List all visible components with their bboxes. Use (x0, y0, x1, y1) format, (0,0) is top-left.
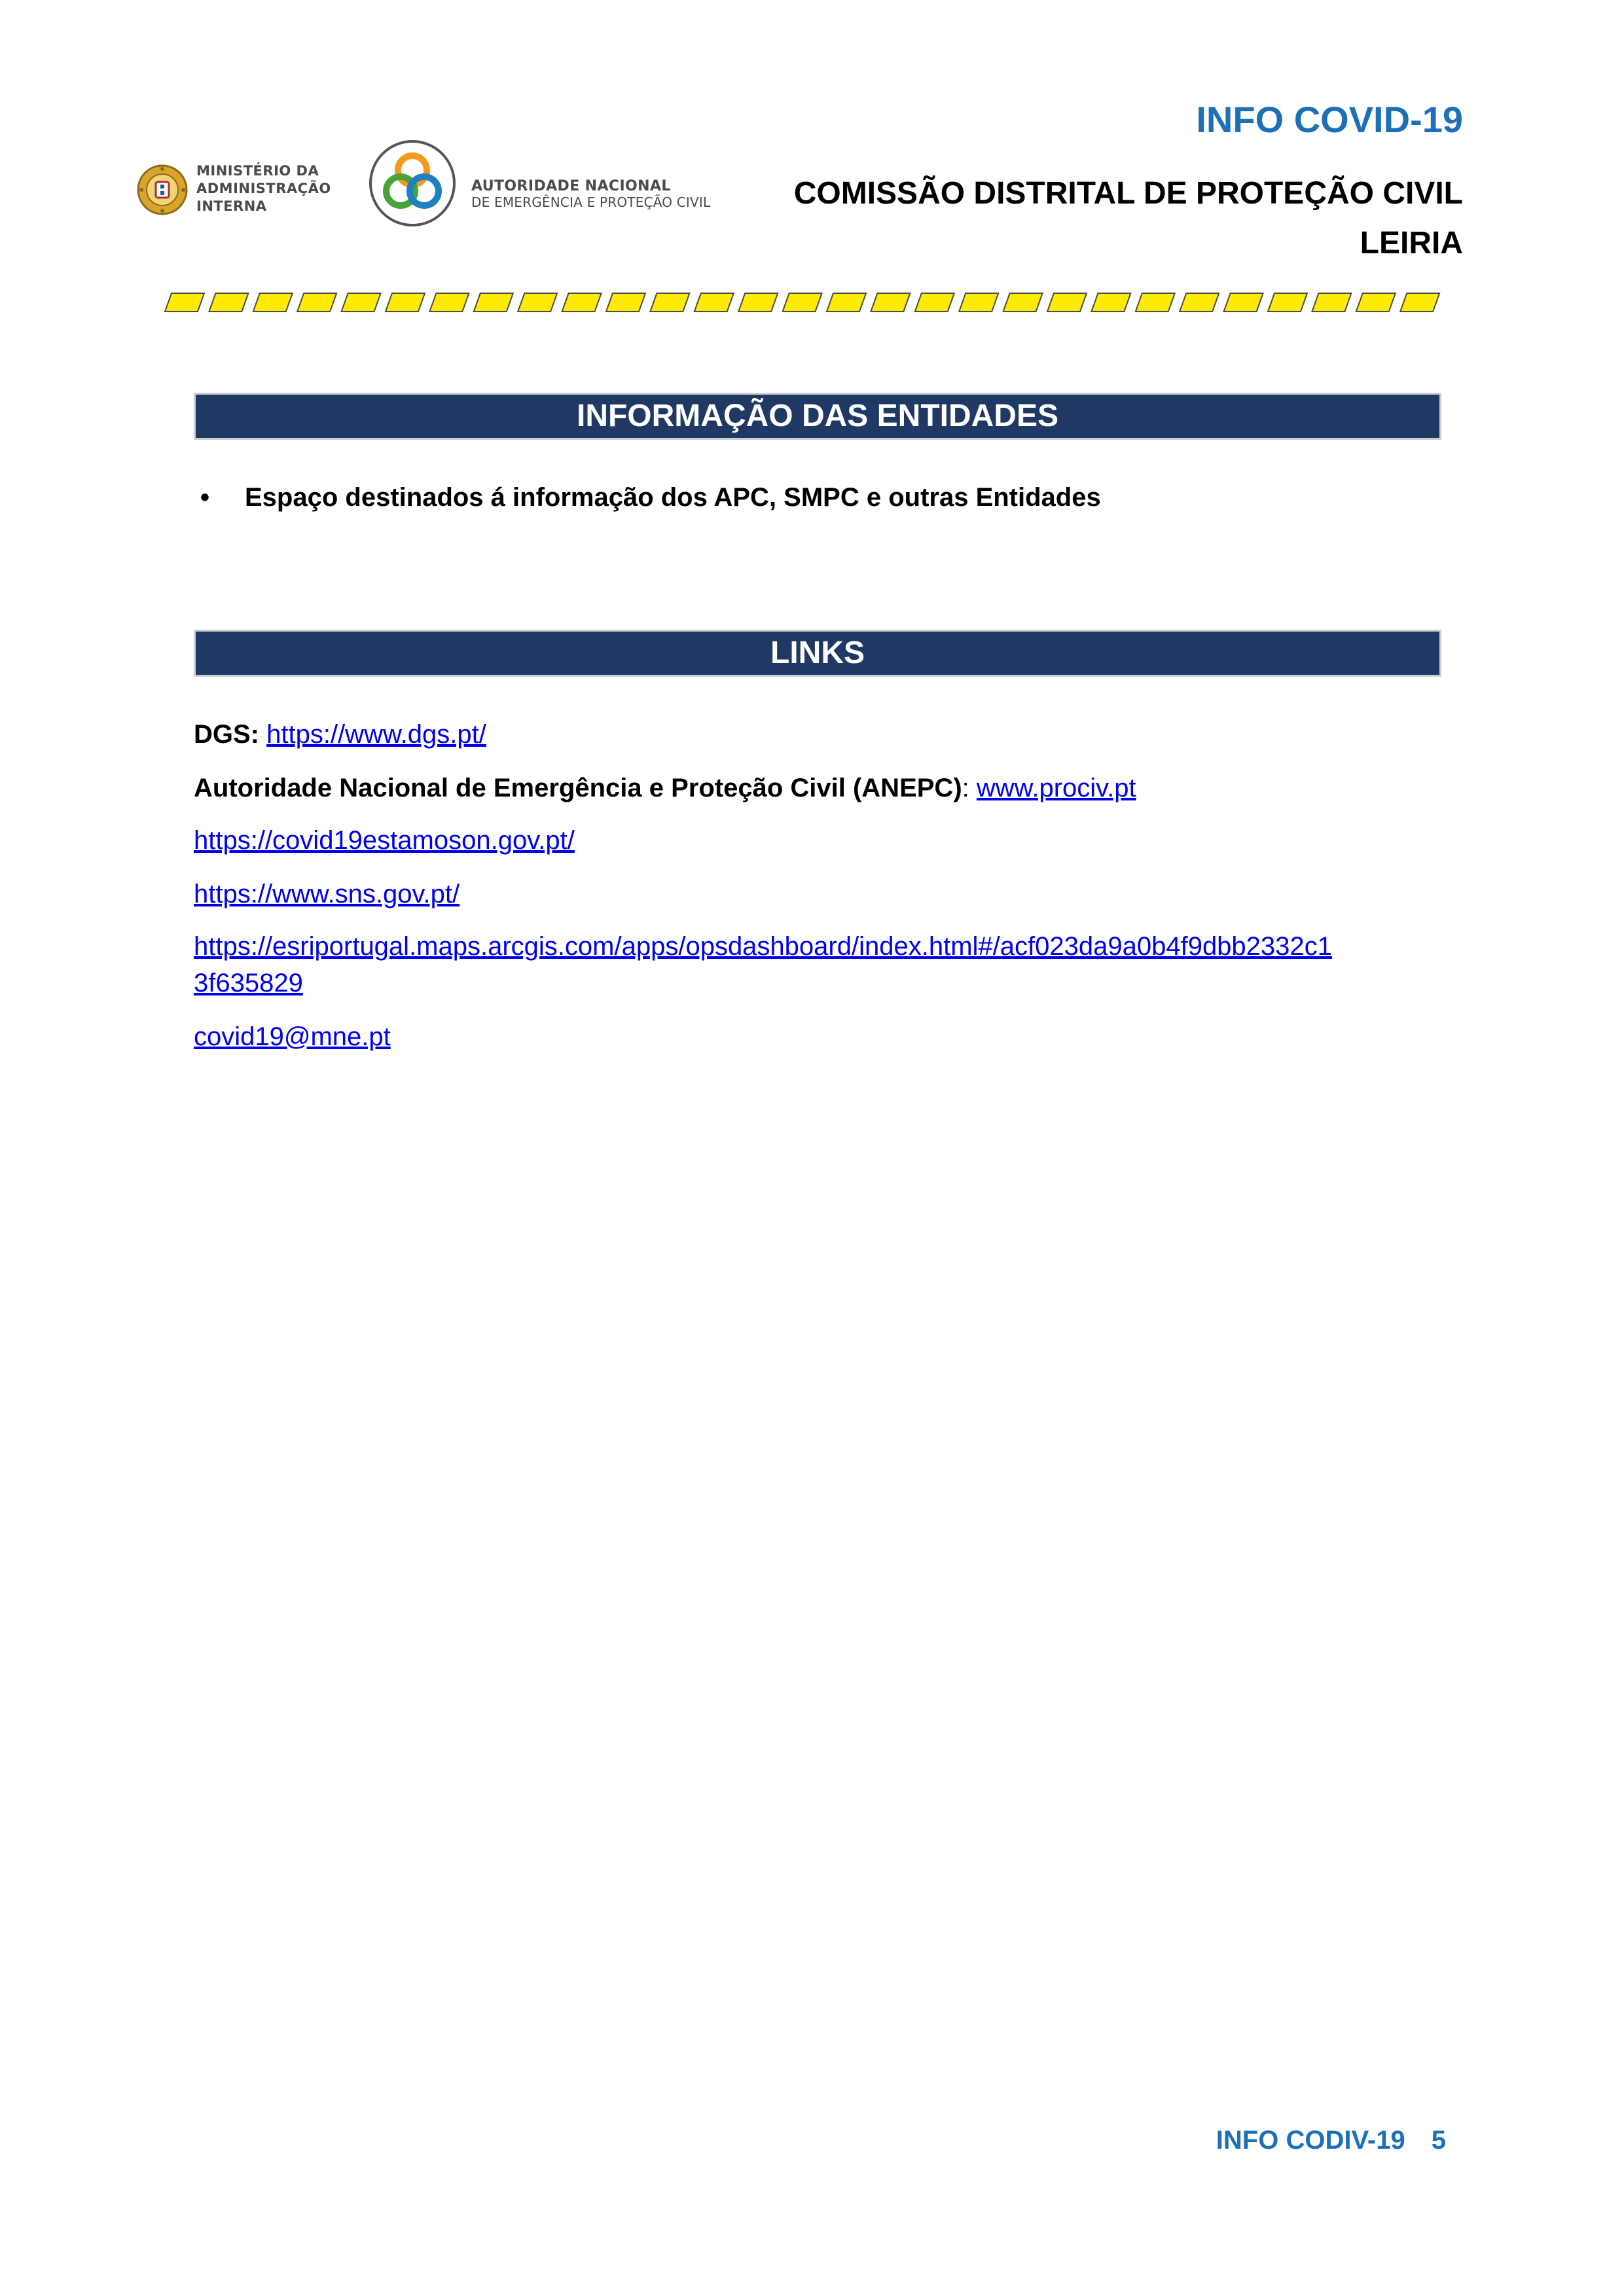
stripe-segment (1136, 293, 1175, 312)
stripe-segment (738, 293, 778, 312)
stripe-segment (606, 293, 645, 312)
logo-ministerio-administracao-interna (136, 161, 333, 217)
stripe-segment (297, 293, 336, 312)
logo-mai-line: MINISTÉRIO DA (196, 163, 319, 179)
stripe-segment (386, 293, 425, 312)
stripe-segment (1356, 293, 1396, 312)
anepc-link[interactable]: www.prociv.pt (976, 774, 1136, 802)
stripe-segment (562, 293, 602, 312)
link-row-email (194, 1018, 391, 1055)
stripe-segment (1047, 293, 1087, 312)
coat-of-arms-icon (136, 164, 189, 216)
stripe-segment (165, 293, 204, 312)
stripe-segment (1091, 293, 1130, 312)
stripe-segment (342, 293, 381, 312)
document-subtitle: COMISSÃO DISTRITAL DE PROTEÇÃO CIVIL (793, 176, 1463, 211)
district-name: LEIRIA (1360, 226, 1463, 260)
stripe-segment (1224, 293, 1263, 312)
logo-mai-line: ADMINISTRAÇÃO (196, 181, 331, 196)
link-row-dgs (194, 716, 486, 753)
link-row-esri (194, 928, 1332, 965)
link-row-sns (194, 876, 460, 912)
link-row-anepc (194, 770, 1136, 806)
dgs-label: DGS: (194, 720, 259, 749)
link-row-covid (194, 822, 575, 859)
stripe-segment (253, 293, 293, 312)
logo-anepc-line1: AUTORIDADE NACIONAL (471, 178, 671, 194)
document-title: INFO COVID-19 (1196, 99, 1463, 140)
page-footer (1216, 2126, 1446, 2155)
covid-estamoson-link[interactable]: https://covid19estamoson.gov.pt/ (194, 826, 575, 855)
sns-link[interactable]: https://www.sns.gov.pt/ (194, 880, 460, 908)
stripe-segment (827, 293, 866, 312)
dgs-link[interactable]: https://www.dgs.pt/ (266, 720, 486, 749)
logo-anepc-line2: DE EMERGÊNCIA E PROTEÇÃO CIVIL (471, 194, 711, 210)
stripe-segment (783, 293, 822, 312)
stripe-segment (1400, 293, 1439, 312)
anepc-separator: : (962, 774, 969, 802)
stripe-segment (650, 293, 689, 312)
bullet-icon: • (200, 483, 210, 512)
logo-mai-text (196, 162, 331, 215)
section-heading-entities: INFORMAÇÃO DAS ENTIDADES (194, 393, 1441, 440)
link-row-esri-continued (194, 965, 303, 1001)
logo-anepc-text (471, 178, 710, 210)
logo-anepc (367, 137, 746, 229)
email-link[interactable]: covid19@mne.pt (194, 1022, 391, 1051)
page-number: 5 (1431, 2126, 1446, 2155)
footer-label: INFO CODIV-19 (1216, 2126, 1405, 2155)
yellow-dashed-stripe (164, 292, 1460, 314)
stripe-segment (429, 293, 469, 312)
stripe-segment (1180, 293, 1219, 312)
stripe-segment (871, 293, 910, 312)
logo-mai-line: INTERNA (196, 198, 267, 214)
section-heading-links: LINKS (194, 630, 1441, 677)
stripe-segment (209, 293, 248, 312)
stripe-segment (1003, 293, 1043, 312)
anepc-label: Autoridade Nacional de Emergência e Proteção Civil (ANEPC) (194, 774, 962, 802)
stripe-segment (1268, 293, 1307, 312)
esri-dashboard-link[interactable]: https://esriportugal.maps.arcgis.com/apps/opsdashboard/index.html#/acf023da9a0b4f9dbb2332c1 (194, 932, 1332, 961)
esri-dashboard-link-continued[interactable]: 3f635829 (194, 969, 303, 997)
stripe-segment (1312, 293, 1351, 312)
anepc-emblem-icon (367, 137, 458, 229)
stripe-segment (474, 293, 513, 312)
stripe-segment (915, 293, 954, 312)
stripe-segment (518, 293, 557, 312)
stripe-segment (695, 293, 734, 312)
stripe-segment (959, 293, 998, 312)
bullet-text: Espaço destinados á informação dos APC, SMPC e outras Entidades (245, 483, 1101, 512)
